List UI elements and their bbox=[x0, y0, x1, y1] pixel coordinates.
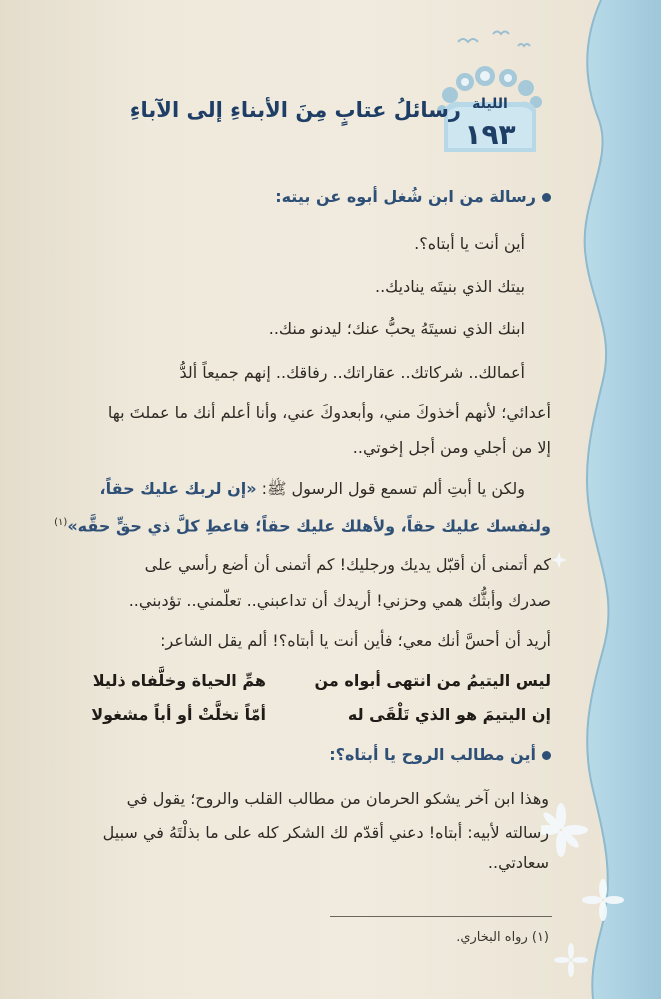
text-segment: ولكن يا أبتِ ألم تسمع قول الرسول ﷺ: bbox=[261, 479, 525, 498]
section-heading-2 bbox=[329, 744, 551, 766]
text-line: أعمالك.. شركاتك.. عقاراتك.. رفاقك.. إنهم جميعاً ألدُّ bbox=[179, 363, 525, 382]
poem-line-2-left: أمّاً تخلَّتْ أو أباً مشغولا bbox=[91, 705, 266, 724]
poem-line-1-right: ليس اليتيمُ من انتهى أبواه من bbox=[314, 671, 551, 690]
text-line: وهذا ابن آخر يشكو الحرمان من مطالب القلب والروح؛ يقول في bbox=[126, 789, 549, 808]
decorative-edge bbox=[541, 0, 661, 999]
section-heading-1 bbox=[275, 186, 551, 208]
text-line: رسالته لأبيه: أبتاه! دعني أقدّم لك الشكر كله على ما بذلْتَهُ في سبيل bbox=[102, 823, 549, 842]
text-line: صدرك وأبثُّك همي وحزني! أريدك أن تداعبني.. تعلّمني.. تؤدبني.. bbox=[128, 591, 551, 610]
bullet-icon bbox=[542, 193, 551, 202]
night-number: ١٩٣ bbox=[464, 118, 516, 151]
hadith-quote-end bbox=[54, 512, 551, 537]
text-line: أعدائي؛ لأنهم أخذوكَ مني، وأبعدوكَ عني، وأنا أعلم أنك ما عملتَ بها bbox=[107, 403, 551, 422]
hadith-quote-start: «إن لربك عليك حقاً، bbox=[99, 479, 257, 498]
bullet-icon bbox=[542, 751, 551, 760]
text-line: بيتك الذي بنيتَه يناديك.. bbox=[375, 277, 525, 296]
poem-line-1-left: همِّ الحياة وخلَّفاه ذليلا bbox=[92, 671, 266, 690]
section-heading-1-text: رسالة من ابن شُغل أبوه عن بيته: bbox=[275, 187, 536, 206]
birds-icon bbox=[448, 20, 538, 60]
text-line: أين أنت يا أبتاه؟. bbox=[414, 234, 525, 253]
footnote-divider bbox=[330, 916, 552, 917]
footnote-ref: (١) bbox=[54, 517, 68, 528]
text-line: ابنك الذي نسيتَهُ يحبُّ عنك؛ ليدنو منك.. bbox=[268, 319, 525, 338]
text-line bbox=[100, 478, 526, 500]
footnote: (١) رواه البخاري. bbox=[456, 930, 549, 945]
section-heading-2-text: أين مطالب الروح يا أبتاه؟: bbox=[329, 745, 536, 764]
night-label: الليلة bbox=[472, 96, 508, 112]
poem-line-2-right: إن اليتيمَ هو الذي تَلْقَى له bbox=[347, 705, 551, 724]
text-line: أريد أن أحسَّ أنك معي؛ فأين أنت يا أبتاه؟! ألم يقل الشاعر: bbox=[160, 631, 551, 650]
text-line: سعادتي.. bbox=[487, 853, 549, 872]
text-line: كم أتمنى أن أقبّل يديك ورجليك! كم أتمنى أن أضع رأسي على bbox=[144, 555, 551, 574]
hadith-text: ولنفسك عليك حقاً، ولأهلك عليك حقاً؛ فاعطِ كلَّ ذي حقٍّ حقَّه» bbox=[67, 516, 551, 536]
text-line: إلا من أجلي ومن أجل إخوتي.. bbox=[352, 438, 551, 457]
page-title: رسائلُ عتابٍ مِنَ الأبناءِ إلى الآباءِ bbox=[129, 98, 461, 122]
